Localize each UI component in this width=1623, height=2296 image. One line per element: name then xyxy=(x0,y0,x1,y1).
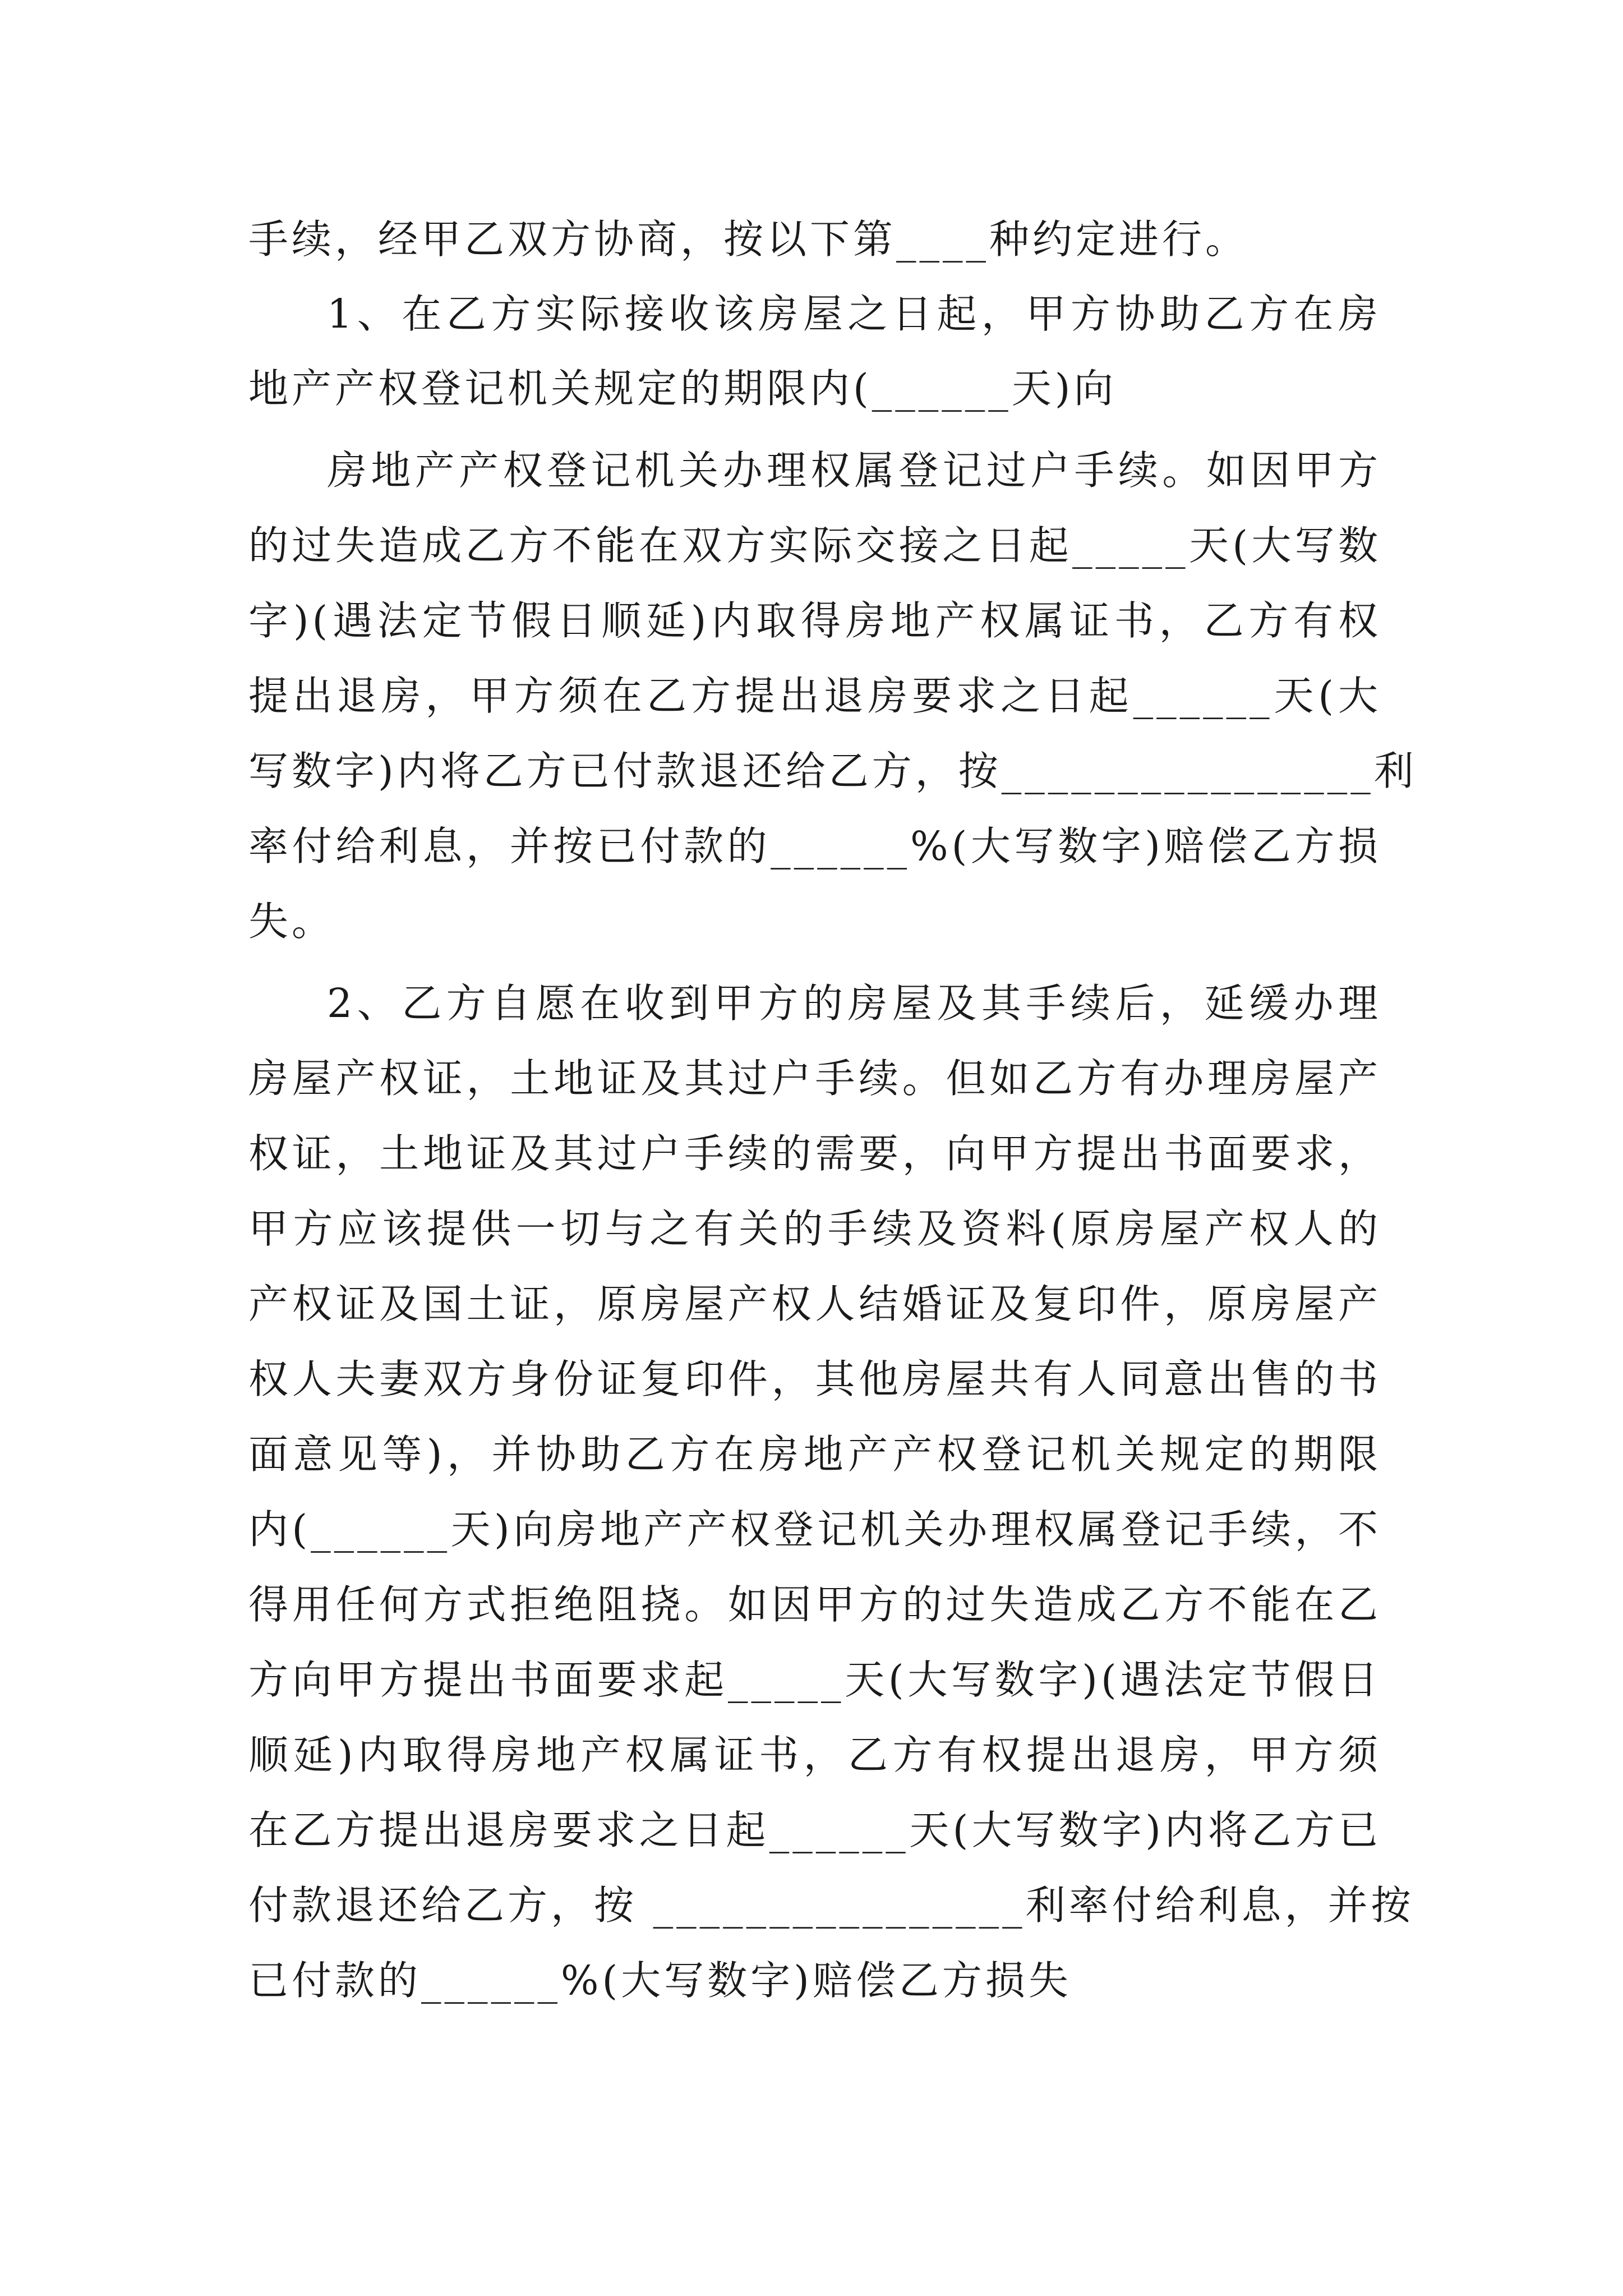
text-line: 2、乙方自愿在收到甲方的房屋及其手续后，延缓办理 xyxy=(327,980,1381,1027)
text-line: 得用任何方式拒绝阻挠。如因甲方的过失造成乙方不能在乙 xyxy=(248,1581,1381,1628)
text-line: 的过失造成乙方不能在双方实际交接之日起_____天(大写数 xyxy=(248,522,1381,569)
text-line: 房地产产权登记机关办理权属登记过户手续。如因甲方 xyxy=(327,447,1381,494)
text-line: 权人夫妻双方身份证复印件，其他房屋共有人同意出售的书 xyxy=(248,1356,1381,1402)
text-line: 失。 xyxy=(248,898,335,945)
text-line: 甲方应该提供一切与之有关的手续及资料(原房屋产权人的 xyxy=(248,1205,1381,1252)
text-line: 字)(遇法定节假日顺延)内取得房地产权属证书，乙方有权 xyxy=(248,597,1381,644)
text-line: 1、在乙方实际接收该房屋之日起，甲方协助乙方在房 xyxy=(327,291,1381,337)
text-line: 已付款的______%(大写数字)赔偿乙方损失 xyxy=(248,1957,1072,2004)
text-line: 房屋产权证，土地证及其过户手续。但如乙方有办理房屋产 xyxy=(248,1055,1381,1102)
text-line: 率付给利息，并按已付款的______%(大写数字)赔偿乙方损 xyxy=(248,823,1381,869)
text-line: 在乙方提出退房要求之日起______天(大写数字)内将乙方已 xyxy=(248,1807,1381,1853)
text-line: 内(______天)向房地产产权登记机关办理权属登记手续，不 xyxy=(248,1506,1381,1553)
text-line: 地产产权登记机关规定的期限内(______天)向 xyxy=(248,365,1117,412)
text-line: 付款退还给乙方，按 ________________利率付给利息，并按 xyxy=(248,1882,1414,1929)
text-line: 产权证及国土证，原房屋产权人结婚证及复印件，原房屋产 xyxy=(248,1281,1381,1327)
text-line: 写数字)内将乙方已付款退还给乙方，按________________利 xyxy=(248,748,1417,794)
text-line: 手续，经甲乙双方协商，按以下第____种约定进行。 xyxy=(248,216,1249,263)
text-line: 顺延)内取得房地产权属证书，乙方有权提出退房，甲方须 xyxy=(248,1732,1381,1778)
text-line: 权证，土地证及其过户手续的需要，向甲方提出书面要求， xyxy=(248,1130,1381,1177)
text-line: 提出退房，甲方须在乙方提出退房要求之日起______天(大 xyxy=(248,673,1381,719)
text-line: 面意见等)，并协助乙方在房地产产权登记机关规定的期限 xyxy=(248,1431,1381,1478)
text-line: 方向甲方提出书面要求起_____天(大写数字)(遇法定节假日 xyxy=(248,1657,1381,1703)
